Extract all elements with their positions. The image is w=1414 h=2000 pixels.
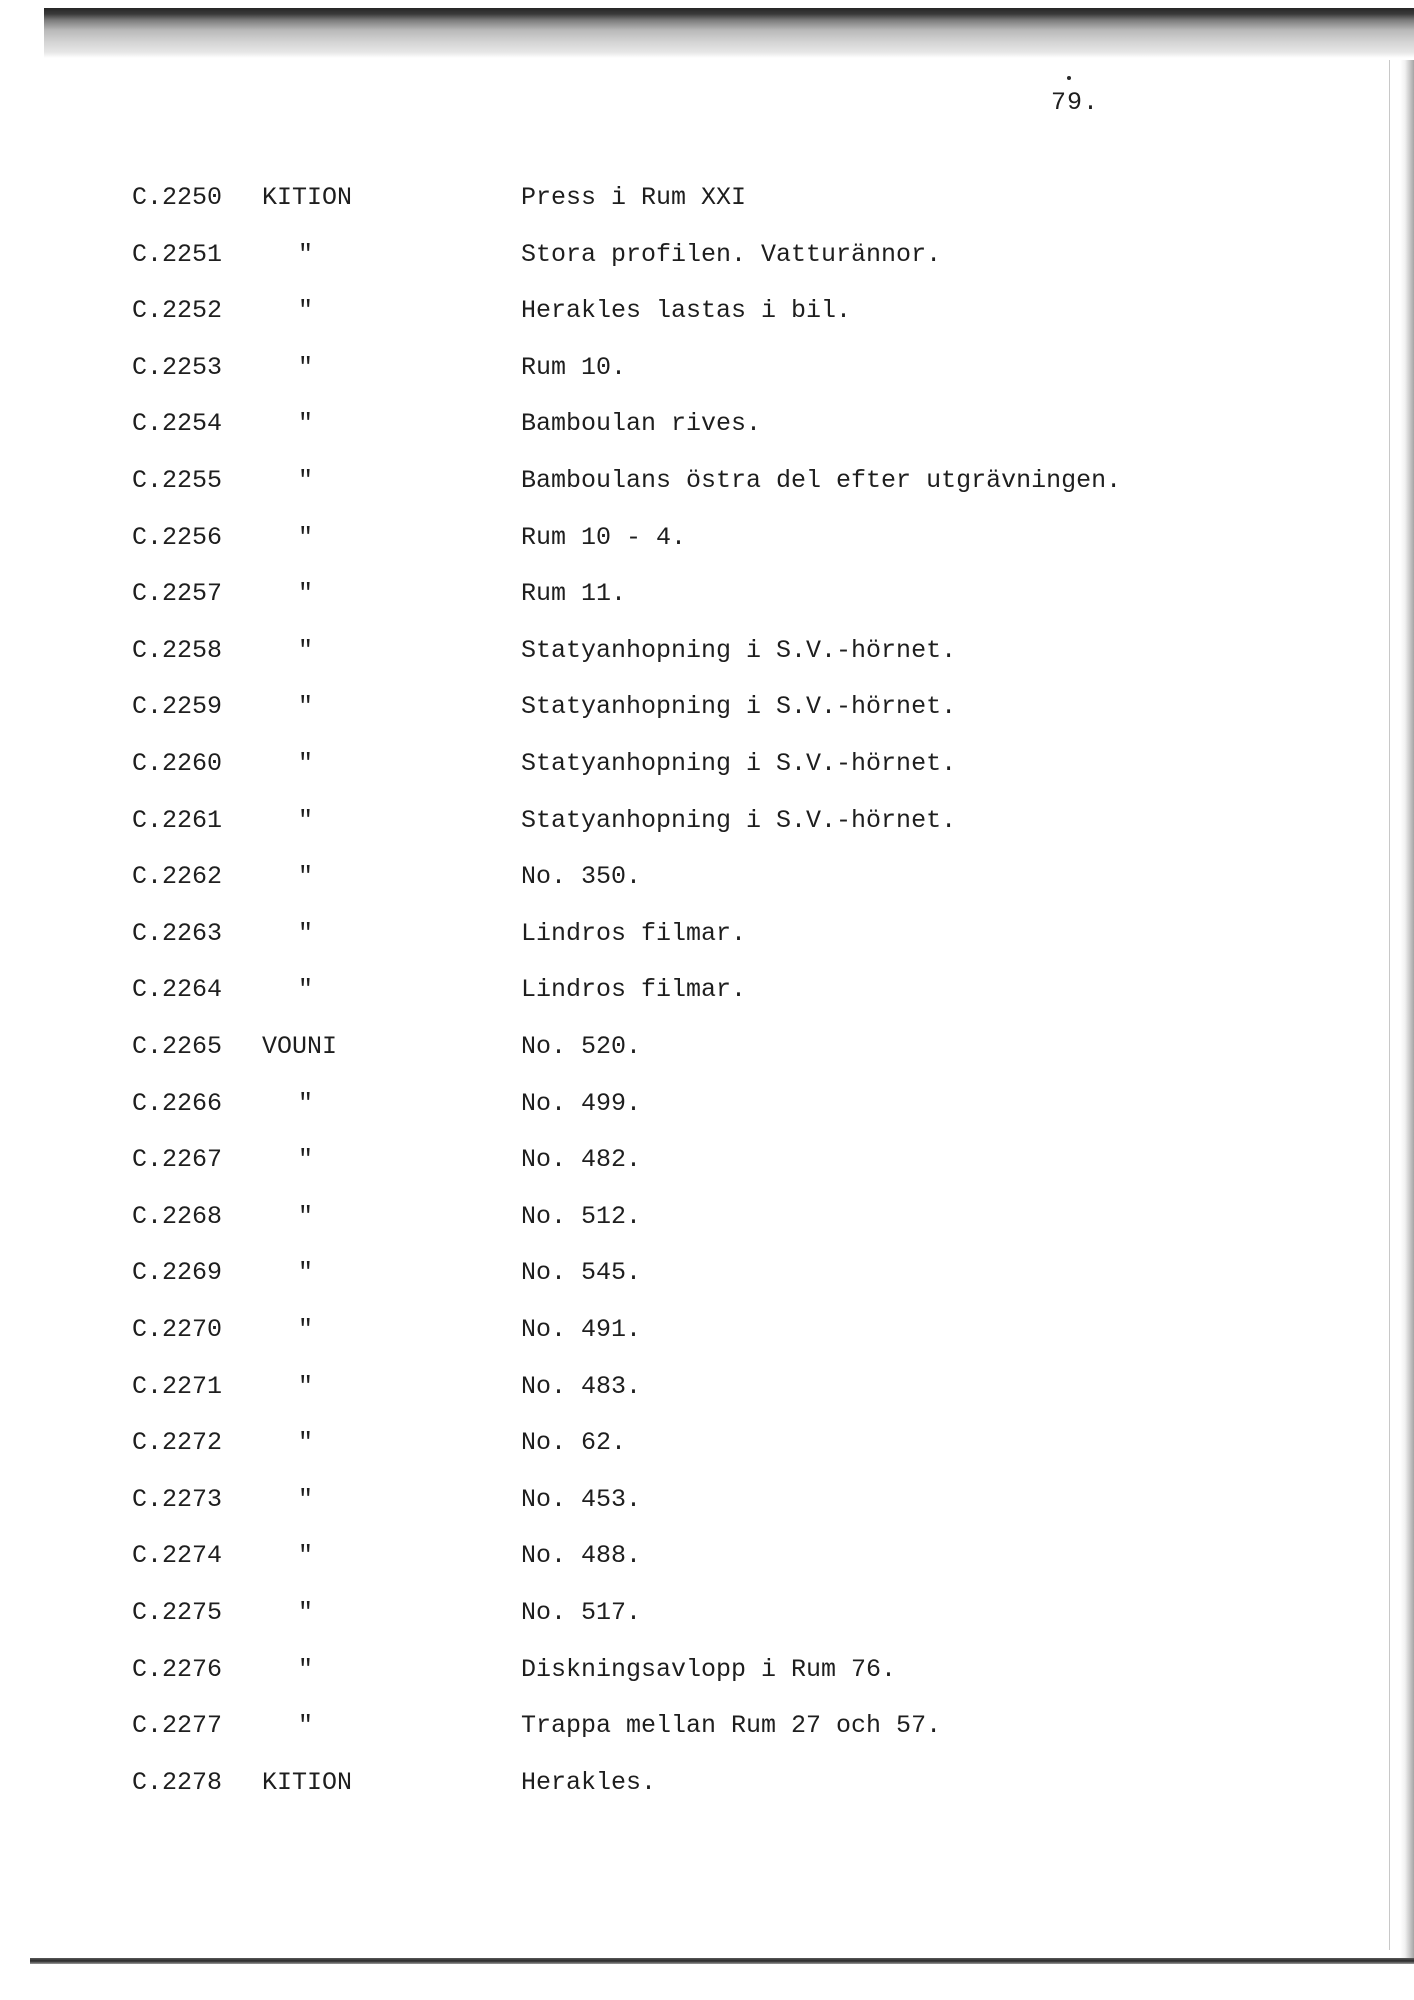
photo-description: Herakles lastas i bil. (521, 296, 852, 325)
register-row (0, 574, 1414, 614)
ditto-mark: " (298, 1485, 314, 1514)
ditto-mark: " (298, 1541, 314, 1570)
photo-description: No. 453. (521, 1485, 642, 1514)
register-row (0, 291, 1414, 331)
ditto-mark: " (298, 240, 314, 269)
photo-description: Rum 11. (521, 579, 627, 608)
photo-number: C.2261 (132, 806, 223, 835)
photo-number: C.2274 (132, 1541, 223, 1570)
photo-description: Rum 10 - 4. (521, 523, 687, 552)
ditto-mark: " (298, 1598, 314, 1627)
photo-number: C.2278 (132, 1768, 223, 1797)
photo-description: Press i Rum XXI (521, 183, 747, 212)
photo-number: C.2262 (132, 862, 223, 891)
photo-description: Lindros filmar. (521, 975, 747, 1004)
photo-description: No. 62. (521, 1428, 627, 1457)
register-row (0, 1027, 1414, 1067)
photo-description: Statyanhopning i S.V.-hörnet. (521, 806, 957, 835)
page-number: 79. (1051, 88, 1100, 117)
photo-number: C.2263 (132, 919, 223, 948)
photo-number: C.2276 (132, 1655, 223, 1684)
photo-number: C.2254 (132, 409, 223, 438)
register-row (0, 461, 1414, 501)
photo-number: C.2275 (132, 1598, 223, 1627)
photo-number: C.2260 (132, 749, 223, 778)
register-row (0, 744, 1414, 784)
photo-description: No. 483. (521, 1372, 642, 1401)
site-name: KITION (262, 1768, 353, 1797)
photo-description: No. 482. (521, 1145, 642, 1174)
ditto-mark: " (298, 862, 314, 891)
photo-number: C.2267 (132, 1145, 223, 1174)
register-row (0, 1593, 1414, 1633)
register-row (0, 1310, 1414, 1350)
register-row (0, 1197, 1414, 1237)
register-row (0, 687, 1414, 727)
photo-number: C.2270 (132, 1315, 223, 1344)
register-row (0, 970, 1414, 1010)
register-row (0, 1253, 1414, 1293)
photo-number: C.2268 (132, 1202, 223, 1231)
ditto-mark: " (298, 692, 314, 721)
photo-number: C.2265 (132, 1032, 223, 1061)
register-row (0, 1367, 1414, 1407)
ditto-mark: " (298, 1202, 314, 1231)
ditto-mark: " (298, 1315, 314, 1344)
ditto-mark: " (298, 1428, 314, 1457)
ditto-mark: " (298, 1145, 314, 1174)
photo-number: C.2277 (132, 1711, 223, 1740)
photo-description: Rum 10. (521, 353, 627, 382)
ditto-mark: " (298, 636, 314, 665)
photo-number: C.2269 (132, 1258, 223, 1287)
ditto-mark: " (298, 353, 314, 382)
photo-description: Diskningsavlopp i Rum 76. (521, 1655, 897, 1684)
photo-number: C.2271 (132, 1372, 223, 1401)
register-row (0, 801, 1414, 841)
register-row (0, 235, 1414, 275)
photo-number: C.2252 (132, 296, 223, 325)
photo-number: C.2255 (132, 466, 223, 495)
photo-number: C.2264 (132, 975, 223, 1004)
photo-description: Statyanhopning i S.V.-hörnet. (521, 636, 957, 665)
photo-number: C.2259 (132, 692, 223, 721)
photo-description: No. 545. (521, 1258, 642, 1287)
register-row (0, 1423, 1414, 1463)
photo-description: No. 488. (521, 1541, 642, 1570)
register-row (0, 1763, 1414, 1803)
ditto-mark: " (298, 1258, 314, 1287)
ditto-mark: " (298, 749, 314, 778)
photo-number: C.2251 (132, 240, 223, 269)
ditto-mark: " (298, 1655, 314, 1684)
ditto-mark: " (298, 1089, 314, 1118)
photo-description: No. 520. (521, 1032, 642, 1061)
photo-number: C.2256 (132, 523, 223, 552)
ditto-mark: " (298, 296, 314, 325)
photo-description: Stora profilen. Vatturännor. (521, 240, 942, 269)
ditto-mark: " (298, 919, 314, 948)
site-name: KITION (262, 183, 353, 212)
photo-description: Herakles. (521, 1768, 657, 1797)
photo-description: Statyanhopning i S.V.-hörnet. (521, 692, 957, 721)
register-row (0, 178, 1414, 218)
register-row (0, 518, 1414, 558)
photo-number: C.2250 (132, 183, 223, 212)
register-row (0, 1706, 1414, 1746)
photo-description: Bamboulans östra del efter utgrävningen. (521, 466, 1122, 495)
ditto-mark: " (298, 466, 314, 495)
photo-number: C.2257 (132, 579, 223, 608)
ditto-mark: " (298, 579, 314, 608)
photo-description: Statyanhopning i S.V.-hörnet. (521, 749, 957, 778)
photo-description: No. 350. (521, 862, 642, 891)
ditto-mark: " (298, 523, 314, 552)
photo-description: Bamboulan rives. (521, 409, 762, 438)
photo-description: No. 512. (521, 1202, 642, 1231)
photo-number: C.2253 (132, 353, 223, 382)
register-row (0, 1140, 1414, 1180)
register-row (0, 1650, 1414, 1690)
register-row (0, 631, 1414, 671)
photo-number: C.2258 (132, 636, 223, 665)
ditto-mark: " (298, 1372, 314, 1401)
register-row (0, 914, 1414, 954)
photo-number: C.2273 (132, 1485, 223, 1514)
site-name: VOUNI (262, 1032, 338, 1061)
register-row (0, 1536, 1414, 1576)
photo-description: No. 517. (521, 1598, 642, 1627)
ditto-mark: " (298, 806, 314, 835)
photo-description: Trappa mellan Rum 27 och 57. (521, 1711, 942, 1740)
register-row (0, 404, 1414, 444)
register-row (0, 1084, 1414, 1124)
register-row (0, 1480, 1414, 1520)
register-row (0, 348, 1414, 388)
register-row (0, 857, 1414, 897)
ditto-mark: " (298, 1711, 314, 1740)
photo-number: C.2266 (132, 1089, 223, 1118)
ditto-mark: " (298, 409, 314, 438)
photo-number: C.2272 (132, 1428, 223, 1457)
ditto-mark: " (298, 975, 314, 1004)
photo-description: No. 499. (521, 1089, 642, 1118)
photo-description: No. 491. (521, 1315, 642, 1344)
photo-description: Lindros filmar. (521, 919, 747, 948)
